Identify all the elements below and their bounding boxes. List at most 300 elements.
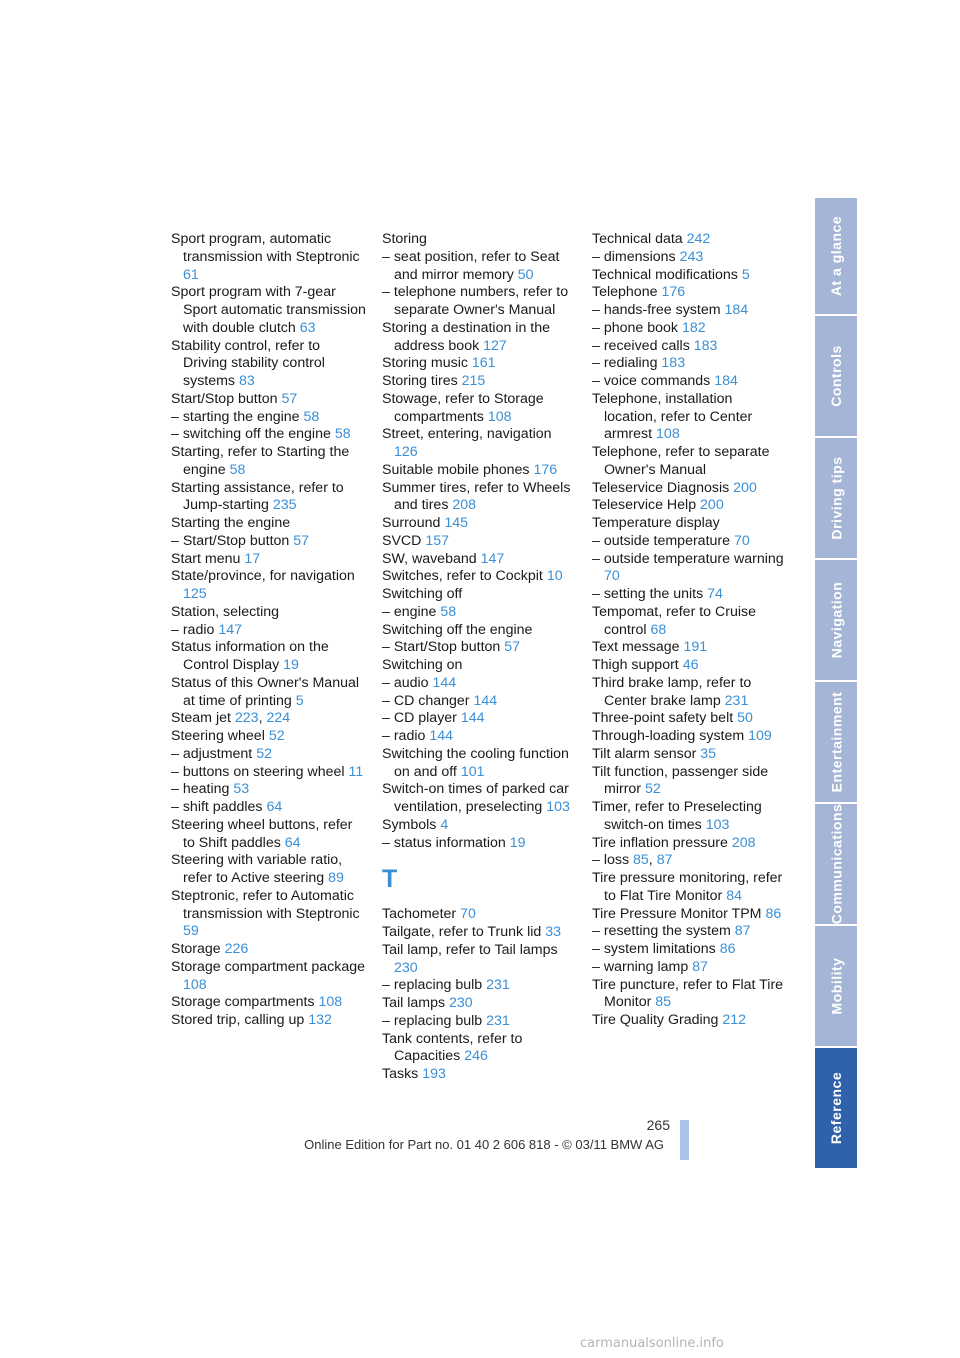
index-entry-text: Telephone, refer to separate Owner's Manual [592,444,770,478]
index-entry-text: Tempomat, refer to Cruise control [592,603,757,638]
index-entry-text: – buttons on steering wheel [171,763,345,780]
index-entry-text: – dimensions [592,248,676,265]
index-entry-text: – redialing [592,355,658,372]
page-reference-link[interactable]: 230 [449,995,473,1011]
index-entry [592,444,787,480]
index-entry [171,533,366,551]
index-entry-text: Storing a destination in the address book [382,319,550,354]
page-reference-link[interactable]: 191 [683,639,708,656]
index-entry-text: Telephone, installation location, refer to Center armrest [592,390,753,443]
index-entry-text: Telephone [592,284,658,301]
page-reference-link[interactable]: 200 [700,497,724,514]
page-reference-link[interactable]: 246 [464,1048,488,1065]
page-reference-link[interactable]: 223 [234,710,259,727]
page-reference-link[interactable]: 208 [452,497,477,514]
section-tab-at-a-glance[interactable] [815,198,857,314]
index-entry [592,533,787,551]
page-reference-link[interactable]: 58 [440,603,457,620]
index-entry [171,515,366,533]
page-reference-link[interactable]: 182 [681,319,706,336]
index-entry [592,302,787,320]
index-entry [382,622,577,640]
index-entry-text: Surround [382,515,441,531]
section-tab-label: Controls [828,345,844,407]
index-entry-text: Steering wheel buttons, refer to Shift paddles [171,816,353,851]
index-entry [382,551,577,569]
index-entry-text: SVCD [382,532,422,549]
section-tab-label: Communications [828,803,845,925]
index-entry [592,764,787,800]
page-reference-link[interactable]: 87 [692,958,708,975]
index-column-1 [171,231,366,1030]
index-entry-text: – switching off the engine [171,426,331,443]
index-entry-text: Stored trip, calling up [171,1012,305,1028]
index-entry [382,1066,577,1084]
page-reference-link[interactable]: 184 [714,373,738,389]
index-entry-text: Steering wheel [171,728,265,744]
page-reference-link[interactable]: 35 [700,745,717,762]
index-entry [382,639,577,657]
page-reference-link[interactable]: 46 [682,657,699,673]
page-number: 265 [646,1117,670,1133]
index-entry-text: – warning lamp [592,958,689,975]
index-entry-text: Switching the cooling function on and off [382,745,569,780]
index-entry [382,1031,577,1067]
index-entry-text: Technical modifications [592,266,738,283]
index-entry [382,231,577,249]
page-reference-link[interactable]: 127 [483,337,507,354]
index-entry-text: Status of this Owner's Manual at time of printing [171,674,360,709]
section-tab-label: At a glance [828,215,845,297]
page-reference-link[interactable]: 212 [722,1012,747,1028]
page-reference-link[interactable]: 147 [218,621,243,638]
index-entry [382,1013,577,1031]
index-entry [592,906,787,924]
index-entry [382,710,577,728]
index-entry [171,231,366,284]
index-entry-text: Storage [171,941,221,957]
page-reference-link[interactable]: 243 [679,248,704,265]
index-entry-text: Tire pressure monitoring, refer to Flat Tire Monitor [592,870,783,904]
index-entry-text: SW, waveband [382,550,477,567]
index-entry-text: – replacing bulb [382,977,483,994]
page-reference-link[interactable]: 52 [645,781,661,798]
index-entry-text: – loss [592,852,630,869]
index-entry [382,586,577,604]
index-entry [382,515,577,533]
index-entry-text: Start/Stop button [171,390,278,407]
index-entry [592,497,787,515]
index-entry-text: – engine [382,603,437,620]
index-entry [171,338,366,391]
index-entry [171,622,366,640]
index-entry [382,728,577,746]
index-entry-text: – CD player [382,710,457,727]
index-entry-text: Sport program, automatic transmission with Steptronic [171,231,360,265]
index-entry-text: – radio [382,728,426,744]
index-entry [382,604,577,622]
index-entry-text: – setting the units [592,586,704,602]
index-entry-text: – hands-free system [592,302,721,318]
page-reference-link[interactable]: 125 [183,586,207,602]
page-reference-link[interactable]: 19 [509,834,526,851]
section-tab-label: Entertainment [828,691,844,793]
index-entry-text: – phone book [592,319,678,336]
page-reference-link[interactable]: 68 [650,621,667,638]
page-reference-link[interactable]: 145 [444,515,468,531]
index-entry-text: Suitable mobile phones [382,461,530,478]
index-entry-text: – radio [171,621,215,638]
index-entry-text: Switching on [382,657,463,673]
index-entry [382,373,577,391]
page-reference-link[interactable]: 226 [224,941,249,957]
index-entry-text: – heating [171,781,230,798]
index-entry [171,426,366,444]
index-entry-text: Storing music [382,355,468,372]
section-tab-entertainment[interactable] [815,682,857,802]
index-letter-heading: T [382,865,398,894]
page-reference-link[interactable]: 147 [480,550,505,567]
index-entry [592,267,787,285]
index-entry [382,284,577,320]
index-entry [171,994,366,1012]
index-entry-text: Steptronic, refer to Automatic transmission with Steptronic [171,887,360,922]
index-entry-text: Station, selecting [171,603,280,620]
index-entry [382,995,577,1013]
index-entry: Steam jet 223, 224 [171,710,291,727]
index-entry-text: Starting assistance, refer to Jump-starting [171,479,344,514]
index-entry [592,249,787,267]
index-entry-text: – adjustment [171,745,253,762]
page-reference-link[interactable]: 193 [422,1066,446,1082]
index-entry-text: Tailgate, refer to Trunk lid [382,924,542,940]
page-reference-link[interactable]: 144 [473,692,498,709]
index-entry [592,515,787,533]
index-entry [592,391,787,444]
index-entry [171,480,366,516]
page-reference-link[interactable]: 183 [693,337,718,354]
index-entry-text: Tail lamps [382,995,446,1011]
index-entry-text: Starting the engine [171,515,291,531]
index-entry [592,675,787,711]
index-entry-text: Steam jet [171,710,231,727]
index-entry-text: Thigh support [592,657,679,673]
index-entry [382,977,577,995]
page-reference-link[interactable]: 144 [429,728,454,744]
page-reference-link[interactable]: 58 [303,408,320,425]
section-tab-label: Navigation [828,581,845,659]
index-entry-text: Timer, refer to Preselecting switch-on times [592,799,762,833]
index-entry-text: Technical data [592,231,683,247]
page-reference-link[interactable]: 231 [486,1012,510,1029]
page-reference-link[interactable]: 57 [281,390,298,407]
index-entry-text: Three-point safety belt [592,710,734,727]
page-reference-link[interactable]: 108 [487,408,512,425]
index-entry-text: Tachometer [382,906,457,923]
index-entry [592,799,787,835]
section-tab-controls[interactable] [815,316,857,436]
index-entry [171,959,366,995]
page-reference-link[interactable]: 70 [733,532,750,549]
index-entry-text: Switching off [382,586,463,602]
index-entry [382,391,577,427]
page-reference-link[interactable]: 200 [733,479,757,496]
index-entry-text: – resetting the system [592,923,731,940]
index-entry-text: Third brake lamp, refer to Center brake lamp [592,674,752,709]
index-entry-text: Storing [382,231,427,247]
page-reference-link[interactable]: 58 [334,426,351,443]
page-reference-link[interactable]: 61 [183,266,199,283]
page-reference-link[interactable]: 144 [432,674,457,691]
page-reference-link[interactable]: 86 [765,905,782,922]
page-reference-link[interactable]: 87 [734,923,751,940]
page-number-bar [680,1120,689,1160]
index-entry-text: – system limitations [592,941,716,957]
index-entry [592,959,787,977]
index-entry [171,568,366,604]
page-reference-link[interactable]: 108 [183,976,207,993]
index-entry-text: – audio [382,674,429,691]
index-entry-text: Sport program with 7-gear Sport automatic transmission with double clutch [171,284,366,336]
index-entry [382,462,577,480]
page-reference-link[interactable]: 5 [295,692,304,709]
index-entry-text: – shift paddles [171,799,263,815]
index-entry [592,710,787,728]
section-tab-navigation[interactable] [815,560,857,680]
page-reference-link[interactable]: 50 [737,710,753,727]
index-entry [382,568,577,586]
index-entry-text: Street, entering, navigation [382,426,552,443]
section-tab-label: Driving tips [828,456,845,540]
index-entry [592,639,787,657]
section-tab-communications[interactable] [815,804,857,924]
index-entry [592,604,787,640]
page-reference-link[interactable]: 83 [238,373,255,389]
index-entry-text: Storage compartments [171,994,315,1011]
page-reference-link[interactable]: 242 [686,231,711,247]
index-entry-text: Summer tires, refer to Wheels and tires [382,479,571,514]
watermark: carmanualsonline.info [580,1336,724,1351]
index-entry-text: Tire Pressure Monitor TPM [592,905,762,922]
index-entry [171,391,366,409]
page-reference-link[interactable]: 5 [741,266,750,283]
index-entry [171,817,366,853]
index-entry-text: Tire puncture, refer to Flat Tire Monitor [592,976,784,1011]
index-entry [171,746,366,764]
page-reference-link[interactable]: 52 [268,728,285,744]
index-entry [592,746,787,764]
section-tab-reference[interactable] [815,1048,857,1168]
page-reference-link[interactable]: 58 [229,461,246,478]
index-entry [592,586,787,604]
page-reference-link[interactable]: 64 [284,834,301,851]
index-entry [382,693,577,711]
index-entry [171,1012,366,1030]
page-reference-link[interactable]: 161 [471,355,496,372]
page-reference-link[interactable]: 157 [425,532,450,549]
page-reference-link[interactable]: 231 [724,692,749,709]
section-tab-mobility[interactable] [815,926,857,1046]
index-entry-text: Stability control, refer to Driving stability control systems [171,337,325,389]
index-entry-text: – seat position, refer to Seat and mirror memory [382,248,560,283]
page-reference-link[interactable]: 33 [545,924,562,940]
index-entry-text: Symbols [382,816,437,833]
index-entry-text: Tasks [382,1066,419,1082]
index-entry [592,977,787,1013]
page-reference-link[interactable]: 144 [460,710,485,727]
index-entry-text: Text message [592,639,680,656]
page-reference-link[interactable]: 108 [318,994,343,1011]
index-entry [592,338,787,356]
index-entry [382,924,577,942]
index-entry [382,835,577,853]
page-reference-link[interactable]: 230 [394,959,418,976]
page-reference-link[interactable]: 126 [394,444,418,460]
index-entry [592,657,787,675]
page-reference-link[interactable]: 85 [655,994,672,1011]
index-entry [382,355,577,373]
page-reference-link[interactable]: 84 [726,887,742,904]
index-entry: – loss 85, 87 [592,852,673,869]
index-entry [382,781,577,817]
page-reference-link[interactable]: 101 [460,763,485,780]
index-entry [171,888,366,941]
page-reference-link[interactable]: 183 [661,355,686,372]
page-reference-link[interactable]: 11 [348,763,364,780]
page-reference-link[interactable]: 208 [731,834,756,851]
page-reference-link[interactable]: 235 [272,497,297,514]
index-entry [592,231,787,249]
index-entry [592,870,787,906]
index-entry [382,746,577,782]
page-reference-link[interactable]: 103 [705,816,730,833]
index-entry [592,1012,787,1030]
index-entry [592,923,787,941]
index-entry-text: Teleservice Help [592,497,697,514]
index-entry-text: – received calls [592,337,690,354]
index-entry-text: Storing tires [382,373,458,389]
index-entry [592,355,787,373]
index-entry [592,551,787,587]
index-entry [382,533,577,551]
index-entry-text: Tank contents, refer to Capacities [382,1030,523,1065]
page-reference-link[interactable]: 89 [328,870,344,886]
page-reference-link[interactable]: 108 [656,426,680,443]
index-entry-text: – outside temperature [592,532,731,549]
index-entry [171,551,366,569]
page-reference-link[interactable]: 17 [244,550,261,567]
index-entry-text: State/province, for navigation [171,568,355,585]
page-reference-link[interactable]: 85 [633,852,649,869]
index-entry [171,604,366,622]
page-reference-link[interactable]: 53 [233,781,250,798]
page-reference-link[interactable]: 64 [266,799,283,815]
index-entry [171,852,366,888]
section-tab-driving-tips[interactable] [815,438,857,558]
page-reference-link[interactable]: 59 [183,923,199,940]
index-entry-text: – telephone numbers, refer to separate Owner's Manual [382,284,569,318]
index-entry-text: – status information [382,834,506,851]
index-entry [171,444,366,480]
index-entry [171,639,366,675]
index-entry [592,373,787,391]
page-reference-link[interactable]: 109 [748,728,772,744]
page-reference-link[interactable]: 63 [299,319,316,336]
page-reference-link[interactable]: 132 [308,1012,332,1028]
index-entry-text: Teleservice Diagnosis [592,479,730,496]
page-reference-link[interactable]: 86 [719,941,736,957]
page-reference-link[interactable]: 19 [283,657,299,673]
index-entry-text: Tail lamp, refer to Tail lamps [382,941,558,958]
section-tabs [815,198,857,1170]
index-entry [592,835,787,853]
index-entry [171,284,366,337]
index-entry [171,409,366,427]
page-reference-link[interactable]: 4 [440,816,449,833]
index-entry [382,249,577,285]
index-entry-text: Switch-on times of parked car ventilation, preselecting [382,781,569,815]
index-entry-text: Start menu [171,550,241,567]
page-reference-link[interactable]: 215 [461,373,486,389]
index-column-3 [592,231,787,1030]
index-entry-text: – CD changer [382,692,470,709]
index-entry [382,817,577,835]
index-entry-text: Switches, refer to Cockpit [382,568,543,585]
section-tab-label: Mobility [828,957,845,1015]
page-reference-link[interactable]: 176 [533,461,558,478]
index-entry-text: Tire inflation pressure [592,834,728,851]
index-entry-text: – Start/Stop button [171,532,290,549]
footer-edition: Online Edition for Part no. 01 40 2 606 818 - © 03/11 BMW AG [304,1137,664,1152]
page-reference-link[interactable]: 10 [546,568,563,585]
index-entry [592,728,787,746]
index-entry [592,480,787,498]
index-entry-text: Steering with variable ratio, refer to Active steering [171,852,343,886]
index-entry-text: – voice commands [592,373,711,389]
page-reference-link[interactable]: 103 [546,799,570,815]
index-entry-text: – starting the engine [171,408,300,425]
page-reference-link[interactable]: 70 [460,906,476,923]
page-reference-link[interactable]: 52 [256,745,272,762]
page-reference-link[interactable]: 70 [604,568,620,585]
index-entry-text: Tilt function, passenger side mirror [592,763,769,798]
index-entry-text: Tire Quality Grading [592,1012,719,1028]
index-entry [382,657,577,675]
page-reference-link[interactable]: 176 [661,284,686,301]
index-entry [171,764,366,782]
index-entry [171,728,366,746]
index-entry-text: Tilt alarm sensor [592,745,697,762]
page-reference-link[interactable]: 74 [707,586,723,602]
index-entry-text: Through-loading system [592,728,745,744]
index-entry-text: Status information on the Control Display [171,639,329,673]
page-reference-link[interactable]: 231 [486,977,510,994]
index-entry [382,906,577,924]
page-reference-link[interactable]: 57 [293,532,310,549]
index-entry-text: – replacing bulb [382,1012,483,1029]
page-reference-link[interactable]: 50 [517,266,534,283]
index-entry [171,799,366,817]
page-reference-link[interactable]: 57 [504,639,521,656]
index-entry [592,284,787,302]
section-tab-label: Reference [828,1071,845,1145]
index-entry [382,675,577,693]
index-entry-text: – outside temperature warning [592,550,784,567]
index-entry [592,320,787,338]
page-reference-link[interactable]: 184 [724,302,749,318]
page-reference-link[interactable]: 224 [266,710,291,727]
page-reference-link[interactable]: 87 [656,852,673,869]
